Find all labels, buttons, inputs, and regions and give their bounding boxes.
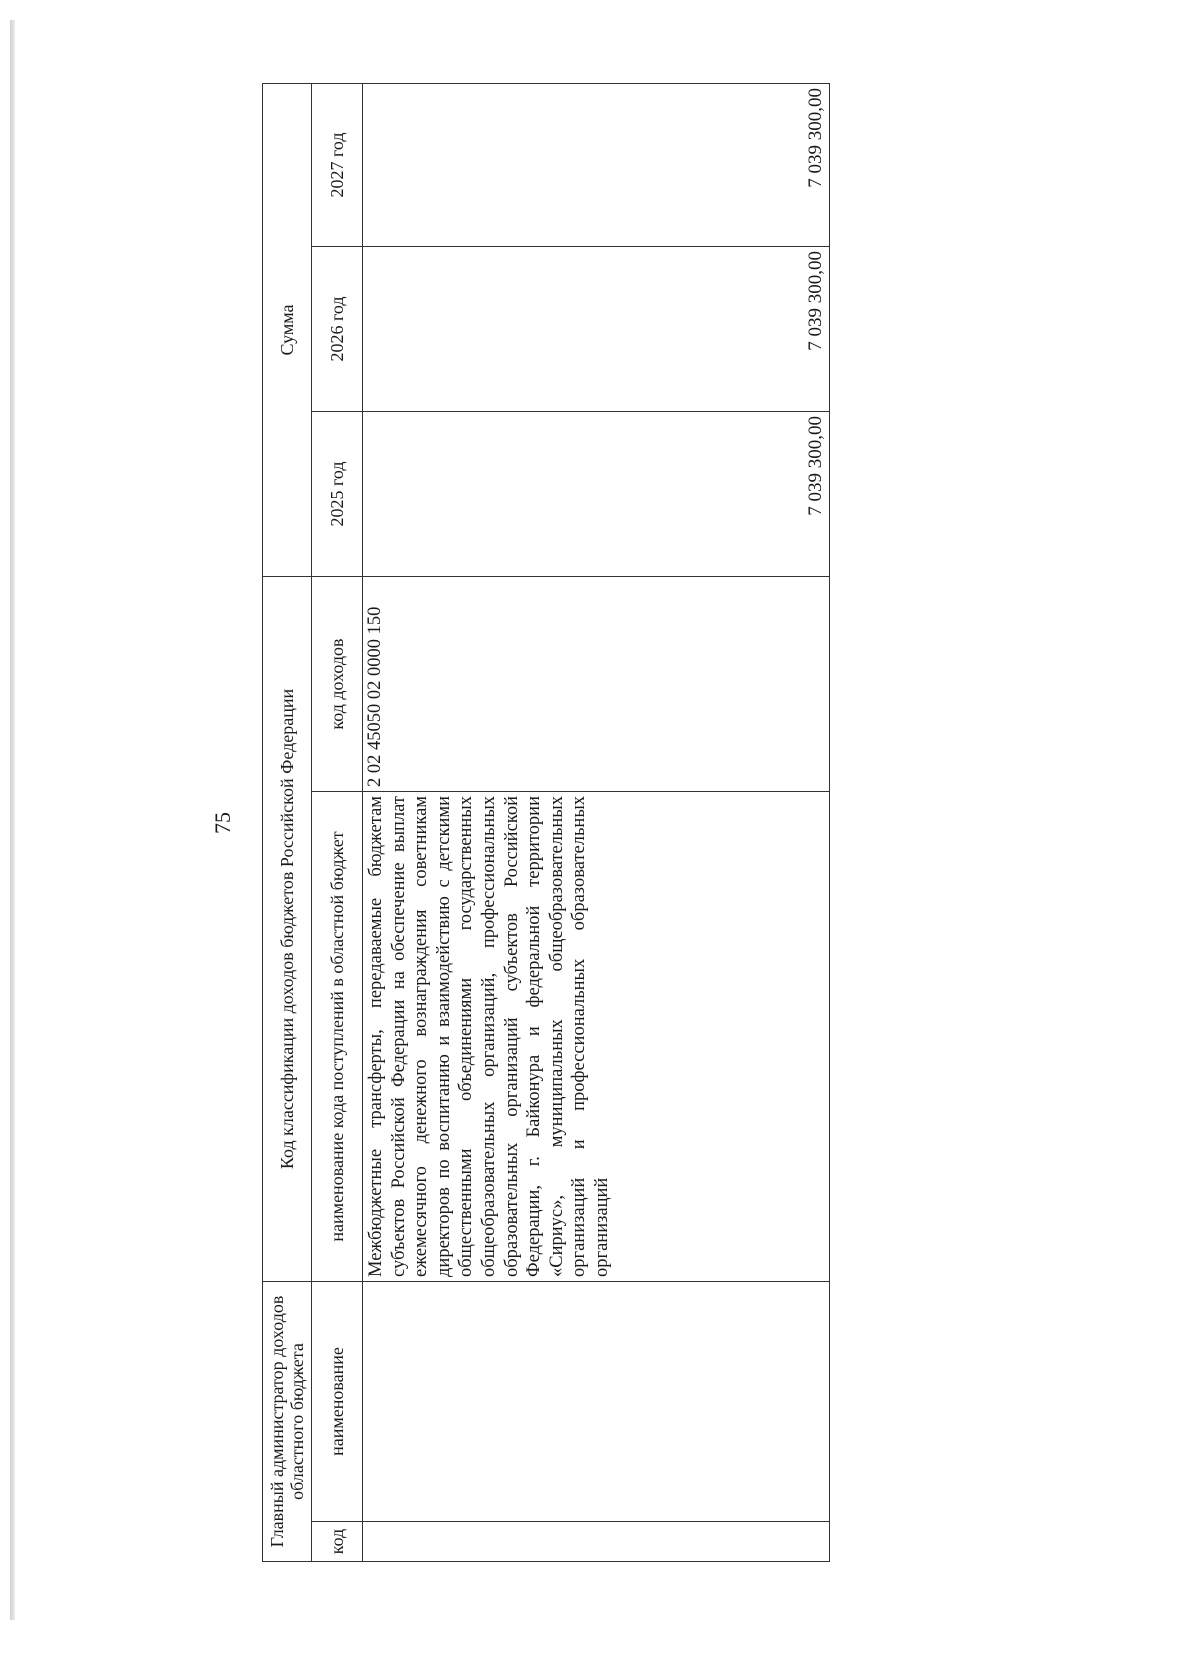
cell-admin-code: [363, 1522, 830, 1562]
subheader-income-name: наименование кода поступлений в областной бюджет: [312, 792, 363, 1282]
subheader-year-2026: 2026 год: [312, 247, 363, 412]
header-classification-group: Код классификации доходов бюджетов Российской Федерации: [263, 577, 312, 1282]
cell-income-code: 2 02 45050 02 0000 150: [363, 577, 830, 792]
table-subheader-row: [312, 83, 363, 1561]
rotated-page-content: [210, 84, 830, 1562]
cell-amount-2026: 7 039 300,00: [363, 247, 830, 412]
header-sum-group: Сумма: [263, 83, 312, 576]
budget-revenue-table: [262, 83, 830, 1562]
subheader-year-2025: 2025 год: [312, 412, 363, 577]
subheader-admin-name: наименование: [312, 1282, 363, 1522]
scan-edge-shadow: [10, 20, 15, 1620]
table-row: [363, 83, 830, 1561]
subheader-admin-code: код: [312, 1522, 363, 1562]
header-admin-group: Главный администратор доходов областного бюджета: [263, 1282, 312, 1562]
subheader-year-2027: 2027 год: [312, 83, 363, 246]
cell-amount-2027: 7 039 300,00: [363, 83, 830, 246]
table-header-row: [263, 83, 312, 1561]
cell-income-name: Межбюджетные трансферты, передаваемые бюджетам субъектов Российской Федерации на обеспечение выплат ежемесячного денежного вознаграждения советникам директоров по воспитанию и взаимодействию с детскими общественными объединениями государственных общеобразовательных организаций, профессиональных образовательных организаций субъектов Российской Федерации, г. Байконура и федеральной территории «Сириус», муниципальных общеобразовательных организаций и профессиональных образовательных организаций: [363, 792, 830, 1282]
cell-amount-2025: 7 039 300,00: [363, 412, 830, 577]
subheader-income-code: код доходов: [312, 577, 363, 792]
page-number: 75: [210, 812, 235, 834]
cell-admin-name: [363, 1282, 830, 1522]
